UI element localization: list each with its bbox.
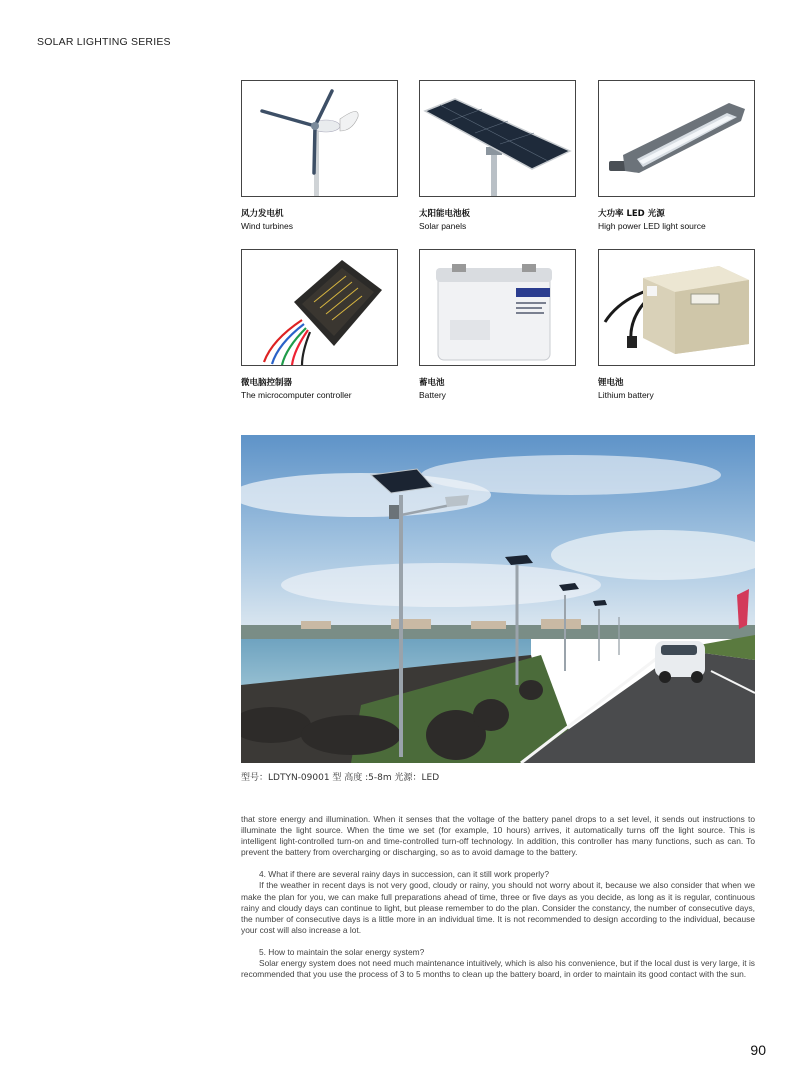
caption-en: Wind turbines	[241, 221, 293, 231]
solar-panel-image	[419, 80, 576, 197]
series-title: SOLAR LIGHTING SERIES	[37, 36, 171, 48]
model-spec-line: 型号：LDTYN-09001 型 高度 :5-8m 光源：LED	[241, 773, 440, 783]
caption-en: Lithium battery	[598, 390, 654, 400]
controller-icon	[242, 250, 397, 365]
controller-image	[241, 249, 398, 366]
caption-en: The microcomputer controller	[241, 390, 352, 400]
product-wind-turbine	[241, 80, 398, 233]
caption-cn: 微电脑控制器	[241, 378, 293, 388]
lithium-battery-image	[598, 249, 755, 366]
caption-cn: 蓄电池	[419, 378, 445, 388]
answer-5: Solar energy system does not need much maintenance intuitively, which is also his convenience, but if the local dust is very large, it is recommended that you use the process of 3 to 5 months to clean up the battery board, in order to maintain its good contact with the sun.	[241, 958, 755, 980]
battery-image	[419, 249, 576, 366]
caption-cn: 太阳能电池板	[419, 209, 471, 219]
caption-en: High power LED light source	[598, 221, 706, 231]
product-battery	[419, 249, 576, 402]
led-lamp-image	[598, 80, 755, 197]
product-led-lamp	[598, 80, 755, 233]
caption-en: Battery	[419, 390, 446, 400]
lithium-battery-icon	[599, 250, 754, 365]
wind-turbine-image	[241, 80, 398, 197]
question-4: 4. What if there are several rainy days in succession, can it still work properly?	[259, 869, 549, 880]
paragraph-controller: that store energy and illumination. When it senses that the voltage of the battery panel drops to a set level, it sends out instructions to illuminate the light source. When the time we set (for example, 10 hours) arrives, it automatically turns off the light source. This is intelligent light-controlled turn-on and time-controlled turn-off technology. In addition, this controller has many functions, such as can. To prevent the battery from overcharging or discharging, so as to avoid damage to the battery.	[241, 814, 755, 858]
battery-icon	[420, 250, 575, 365]
page-number: 90	[750, 1042, 766, 1058]
caption-en: Solar panels	[419, 221, 467, 231]
product-solar-panel	[419, 80, 576, 233]
answer-4: If the weather in recent days is not very good, cloudy or rainy, you should not worry about it, because we also consider that when we make the plan for you, we can make full preparations ahead of time, three or five days as you decide, as long as it is regular, continuous rainy and cloudy days can continue to light, but please remember to do the plan. Consider the constancy, the number of consecutive days, the number of consecutive days is a little more in an individual time. It is not recommended to design according to the individual, because your cost will also increase a lot.	[241, 880, 755, 935]
body-text	[241, 814, 755, 980]
solar-panel-icon	[420, 81, 575, 196]
product-controller	[241, 249, 398, 402]
street-light-scene-icon	[241, 435, 755, 763]
street-light-photo	[241, 435, 755, 763]
wind-turbine-icon	[242, 81, 397, 196]
led-lamp-icon	[599, 81, 754, 196]
caption-cn: 风力发电机	[241, 209, 284, 219]
caption-cn: 大功率 LED 光源	[598, 209, 665, 219]
question-5: 5. How to maintain the solar energy system?	[259, 946, 425, 957]
product-lithium-battery	[598, 249, 755, 402]
caption-cn: 锂电池	[598, 378, 624, 388]
